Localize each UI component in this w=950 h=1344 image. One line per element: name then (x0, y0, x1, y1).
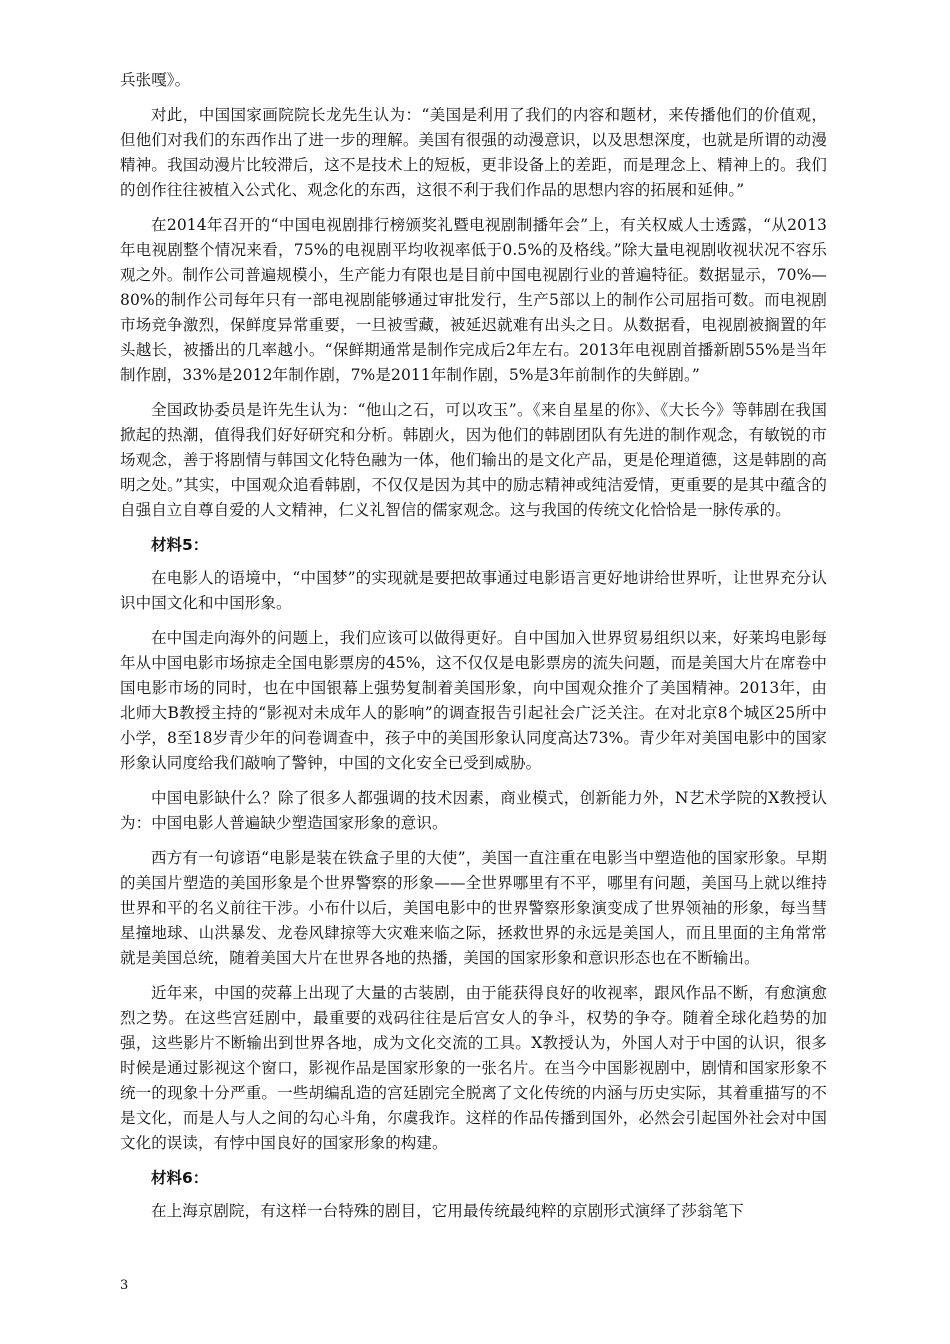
paragraph: 全国政协委员是许先生认为：“他山之石，可以攻玉”。《来自星星的你》、《大长今》等韩剧在我国掀起的热潮，值得我们好好研究和分析。韩剧火，因为他们的韩剧团队有先进的制作观念，有敏锐的市场观念，善于将剧情与韩国文化特色融为一体，他们输出的是文化产品，更是伦理道德，这是韩剧的高明之处。”其实，中国观众追看韩剧，不仅仅是因为其中的励志精神或纯洁爱情，更重要的是其中蕴含的自强自立自尊自爱的人文精神，仁义礼智信的儒家观念。这与我国的传统文化恰恰是一脉传承的。 (120, 401, 827, 519)
page-number: 3 (120, 1278, 129, 1293)
paragraph: 在电影人的语境中，“中国梦”的实现就是要把故事通过电影语言更好地讲给世界听，让世界充分认识中国文化和中国形象。 (120, 569, 827, 612)
paragraph: 在2014年召开的“中国电视剧排行榜颁奖礼暨电视剧制播年会”上，有关权威人士透露，“从2013年电视剧整个情况来看，75%的电视剧平均收视率低于0.5%的及格线。”除大量电视剧收视状况不容乐观之外。制作公司普遍规模小，生产能力有限也是目前中国电视剧行业的普遍特征。数据显示，70%—80%的制作公司每年只有一部电视剧能够通过审批发行，生产5部以上的制作公司屈指可数。而电视剧市场竞争激烈，保鲜度异常重要，一旦被雪藏，被延迟就难有出头之日。从数据看，电视剧被搁置的年头越长，被播出的几率越小。“保鲜期通常是制作完成后2年左右。2013年电视剧首播新剧55%是当年制作剧，33%是2012年制作剧，7%是2011年制作剧，5%是3年前制作的失鲜剧。” (120, 216, 827, 384)
paragraph: 近年来，中国的荧幕上出现了大量的古装剧，由于能获得良好的收视率，跟风作品不断，有愈演愈烈之势。在这些宫廷剧中，最重要的戏码往往是后宫女人的争斗，权势的争夺。随着全球化趋势的加强，这些影片不断输出到世界各地，成为文化交流的工具。X教授认为，外国人对于中国的认识，很多时候是通过影视这个窗口，影视作品是国家形象的一张名片。在当今中国影视剧中，剧情和国家形象不统一的现象十分严重。一些胡编乱造的宫廷剧完全脱离了文化传统的内涵与历史实际，其着重描写的不是文化，而是人与人之间的勾心斗角，尔虞我诈。这样的作品传播到国外，必然会引起国外社会对中国文化的误读，有悖中国良好的国家形象的构建。 (120, 984, 827, 1152)
document-body (120, 68, 827, 1234)
paragraph: 在上海京剧院，有这样一台特殊的剧目，它用最传统最纯粹的京剧形式演绎了莎翁笔下 (151, 1202, 744, 1220)
section-heading: 材料6： (151, 1169, 209, 1187)
paragraph: 兵张嘎》。 (120, 71, 191, 89)
section-heading: 材料5： (151, 536, 209, 554)
paragraph: 对此，中国国家画院院长龙先生认为：“美国是利用了我们的内容和题材，来传播他们的价值观，但他们对我们的东西作出了进一步的理解。美国有很强的动漫意识，以及思想深度，也就是所谓的动漫精神。我国动漫片比较滞后，这不是技术上的短板，更非设备上的差距，而是理念上、精神上的。我们的创作往往被植入公式化、观念化的东西，这很不利于我们作品的思想内容的拓展和延伸。” (120, 106, 827, 199)
paragraph: 中国电影缺什么？除了很多人都强调的技术因素，商业模式，创新能力外，N艺术学院的X教授认为：中国电影人普遍缺少塑造国家形象的意识。 (120, 789, 827, 832)
paragraph: 在中国走向海外的问题上，我们应该可以做得更好。自中国加入世界贸易组织以来，好莱坞电影每年从中国电影市场掠走全国电影票房的45%，这不仅仅是电影票房的流失问题，而是美国大片在席卷中国电影市场的同时，也在中国银幕上强势复制着美国形象，向中国观众推介了美国精神。2013年，由北师大B教授主持的“影视对未成年人的影响”的调查报告引起社会广泛关注。在对北京8个城区25所中小学，8至18岁青少年的问卷调查中，孩子中的美国形象认同度高达73%。青少年对美国电影中的国家形象认同度给我们敲响了警钟，中国的文化安全已受到威胁。 (120, 629, 827, 772)
paragraph: 西方有一句谚语“电影是装在铁盒子里的大使”，美国一直注重在电影当中塑造他的国家形象。早期的美国片塑造的美国形象是个世界警察的形象——全世界哪里有不平，哪里有问题，美国马上就以维持世界和平的名义前往干涉。小布什以后，美国电影中的世界警察形象演变成了世界领袖的形象，每当彗星撞地球、山洪暴发、龙卷风肆掠等大灾难来临之际，拯救世界的永远是美国人，而且里面的主角常常就是美国总统，随着美国大片在世界各地的热播，美国的国家形象和意识形态也在不断输出。 (120, 849, 827, 967)
